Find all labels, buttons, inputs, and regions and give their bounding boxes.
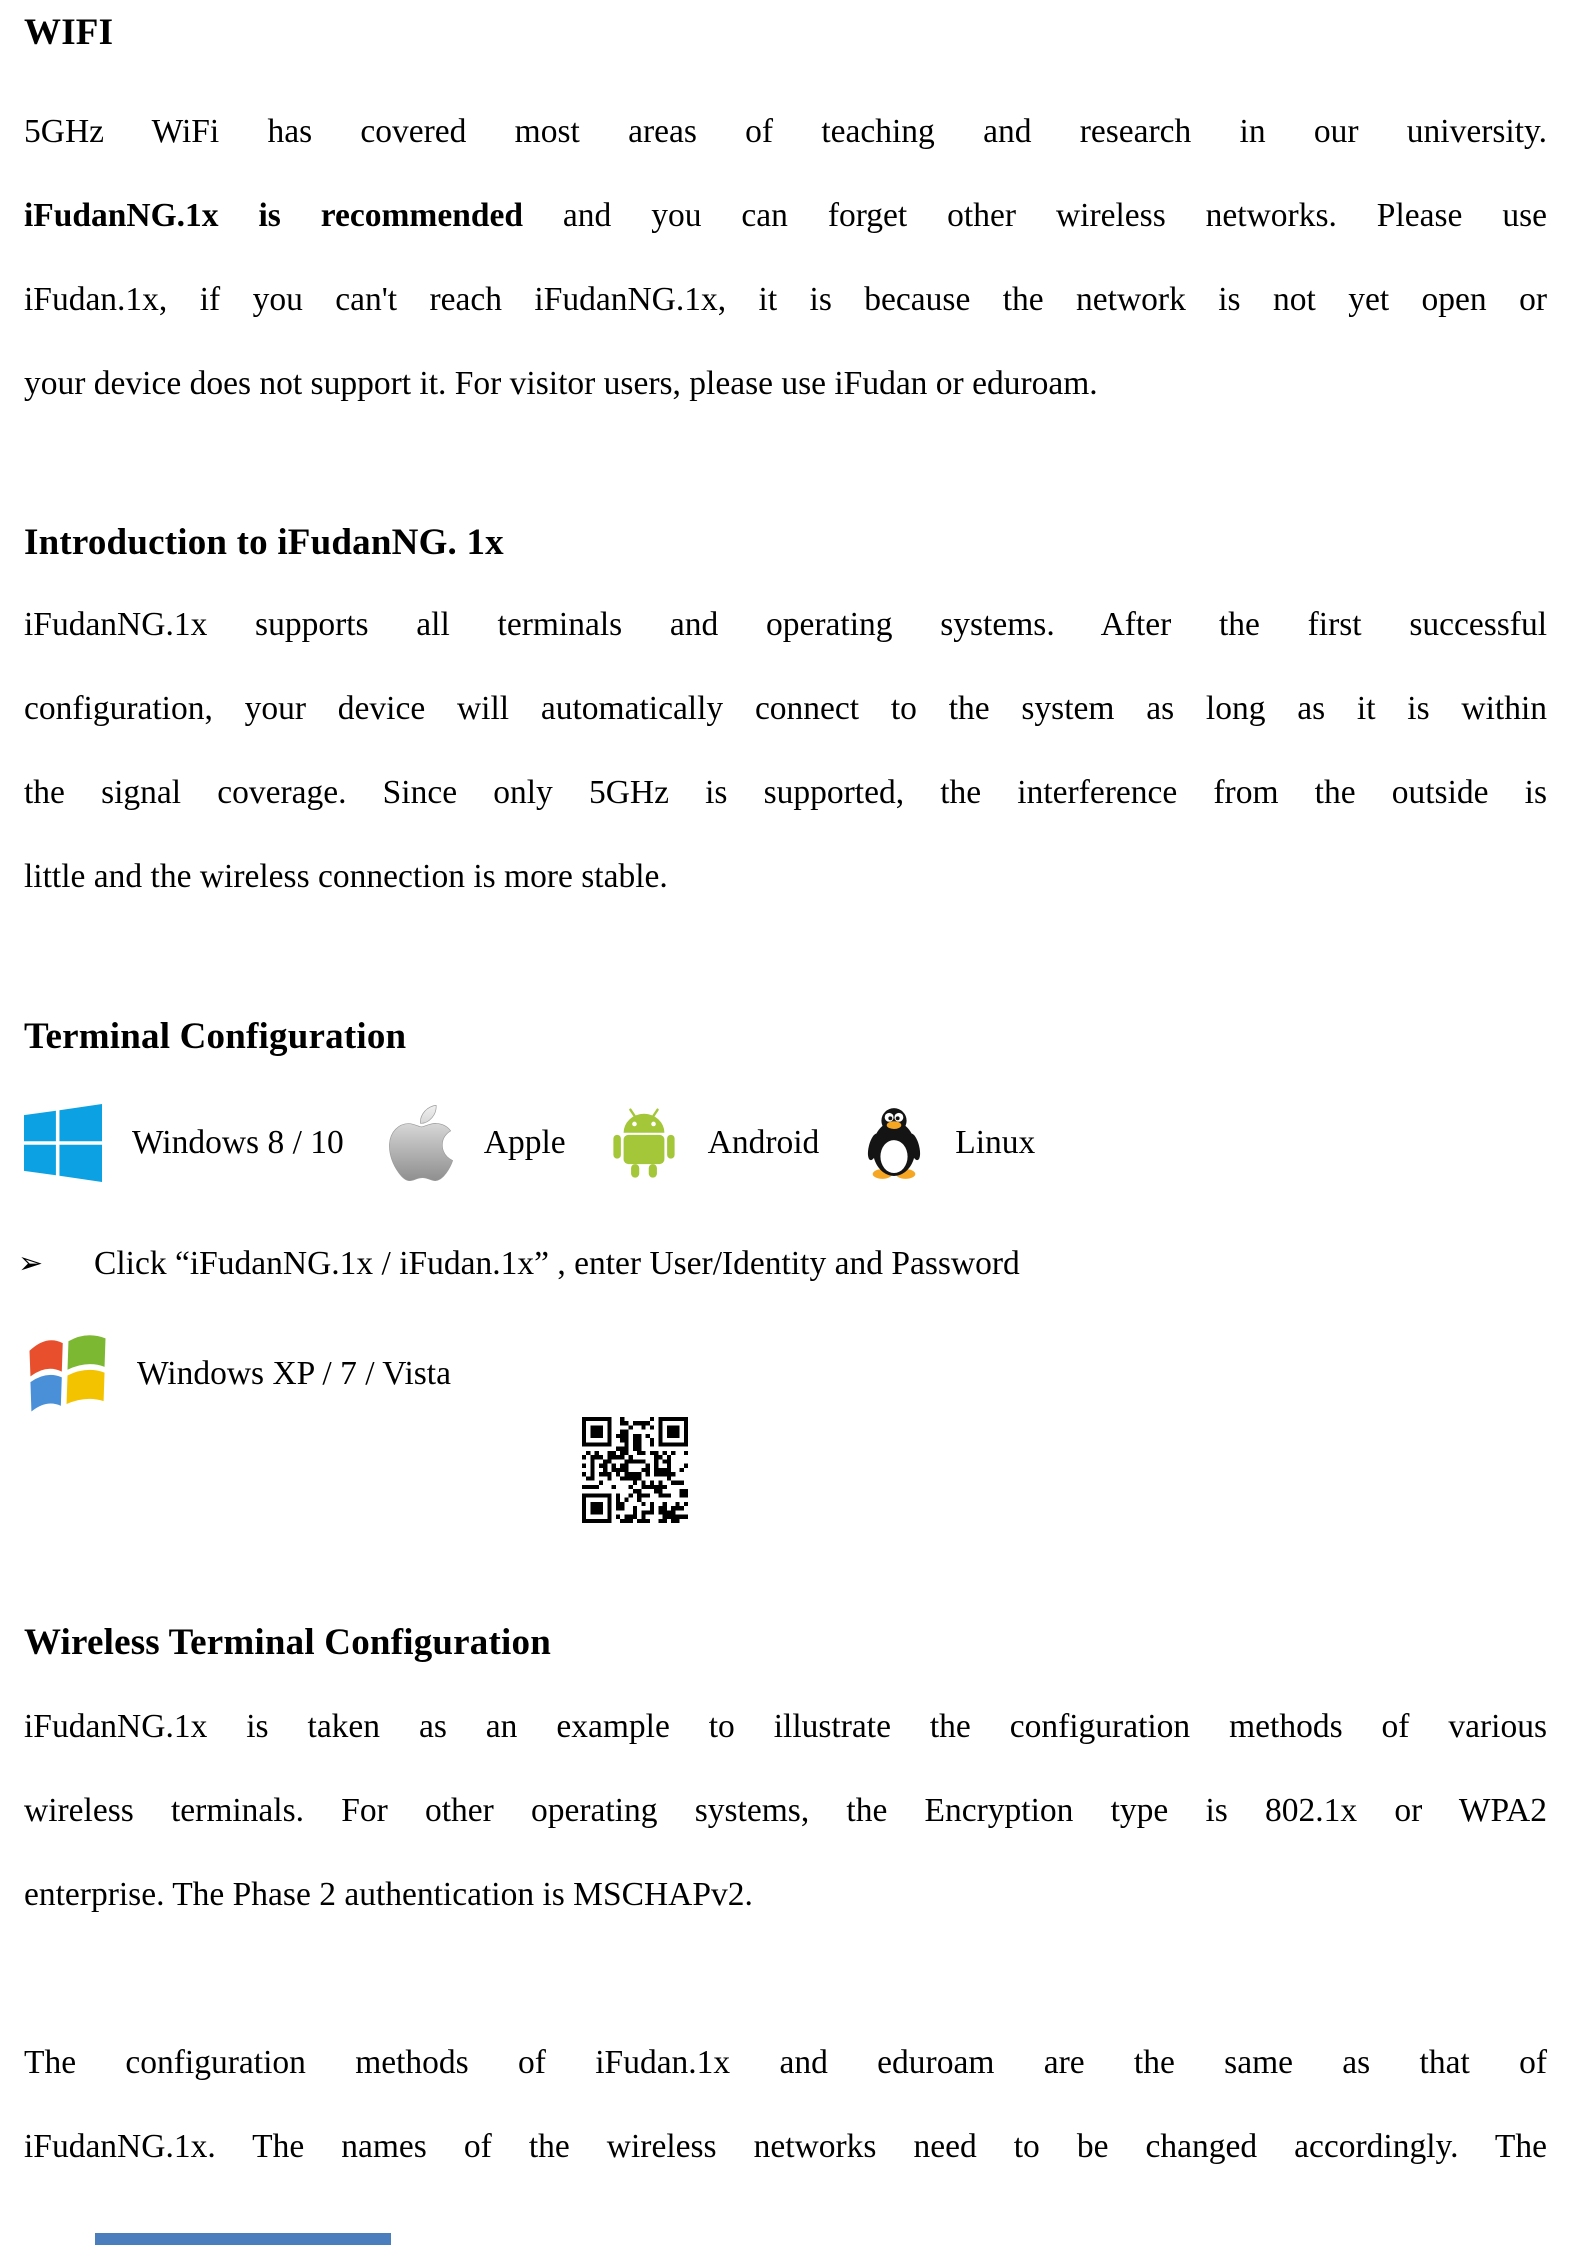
os-icons-row	[24, 1100, 1547, 1186]
os-label-windows-8-10: Windows 8 / 10	[132, 1124, 344, 1161]
paragraph-line: 5GHz WiFi has covered most areas of teaching and research in our university.	[24, 113, 1547, 150]
qr-code	[582, 1416, 688, 1524]
paragraph-line	[24, 174, 1547, 258]
section-heading-introduction: Introduction to iFudanNG. 1x	[24, 522, 504, 563]
paragraph-line: iFudanNG.1x supports all terminals and operating systems. After the first successful	[24, 606, 1547, 643]
paragraph-line: iFudanNG.1x. The names of the wireless networks need to be changed accordingly. The	[24, 2128, 1547, 2165]
paragraph-line: enterprise. The Phase 2 authentication is MSCHAPv2.	[24, 1876, 753, 1913]
paragraph-line: The configuration methods of iFudan.1x and eduroam are the same as that of	[24, 2044, 1547, 2081]
os-item-android	[610, 1104, 820, 1182]
section-heading-terminal-config: Terminal Configuration	[24, 1016, 407, 1057]
paragraph-line: your device does not support it. For visitor users, please use iFudan or eduroam.	[24, 365, 1098, 402]
wifi-intro-paragraph	[24, 90, 1547, 426]
cutoff-blue-bar	[95, 2233, 391, 2245]
windows-legacy-row	[24, 1326, 1547, 1422]
bold-recommended-text: iFudanNG.1x is recommended	[24, 197, 523, 234]
tux-penguin-icon	[863, 1105, 925, 1181]
section-heading-wireless-terminal-config: Wireless Terminal Configuration	[24, 1622, 551, 1663]
instruction-text: Click “iFudanNG.1x / iFudan.1x” , enter User/Identity and Password	[94, 1245, 1020, 1282]
apple-logo-icon	[388, 1100, 454, 1186]
paragraph-line: little and the wireless connection is more stable.	[24, 858, 668, 895]
windows-xp-logo-icon	[20, 1327, 115, 1422]
paragraph-line: iFudan.1x, if you can't reach iFudanNG.1x, it is because the network is not yet open or	[24, 281, 1547, 318]
paragraph-line: wireless terminals. For other operating systems, the Encryption type is 802.1x or WPA2	[24, 1792, 1547, 1829]
os-item-windows-8-10	[24, 1104, 344, 1182]
paragraph-line: configuration, your device will automatically connect to the system as long as it is within	[24, 690, 1547, 727]
android-robot-icon	[610, 1104, 678, 1182]
windows-8-logo-icon	[24, 1104, 102, 1182]
os-label-apple: Apple	[483, 1124, 566, 1161]
closing-paragraph	[24, 2021, 1547, 2189]
paragraph-line-text: and you can forget other wireless networks. Please use	[522, 197, 1547, 234]
arrow-bullet-icon: ➢	[18, 1246, 44, 1281]
os-item-apple	[388, 1100, 566, 1186]
os-label-android: Android	[707, 1124, 820, 1161]
os-item-linux	[863, 1105, 1035, 1181]
wireless-config-paragraph	[24, 1685, 1547, 1937]
introduction-paragraph	[24, 583, 1547, 919]
section-heading-wifi: WIFI	[24, 12, 114, 53]
instruction-bullet-line	[18, 1232, 1547, 1296]
paragraph-line: iFudanNG.1x is taken as an example to illustrate the configuration methods of various	[24, 1708, 1547, 1745]
os-label-linux: Linux	[955, 1124, 1036, 1161]
paragraph-line: the signal coverage. Since only 5GHz is supported, the interference from the outside is	[24, 774, 1547, 811]
windows-legacy-label: Windows XP / 7 / Vista	[137, 1355, 451, 1392]
